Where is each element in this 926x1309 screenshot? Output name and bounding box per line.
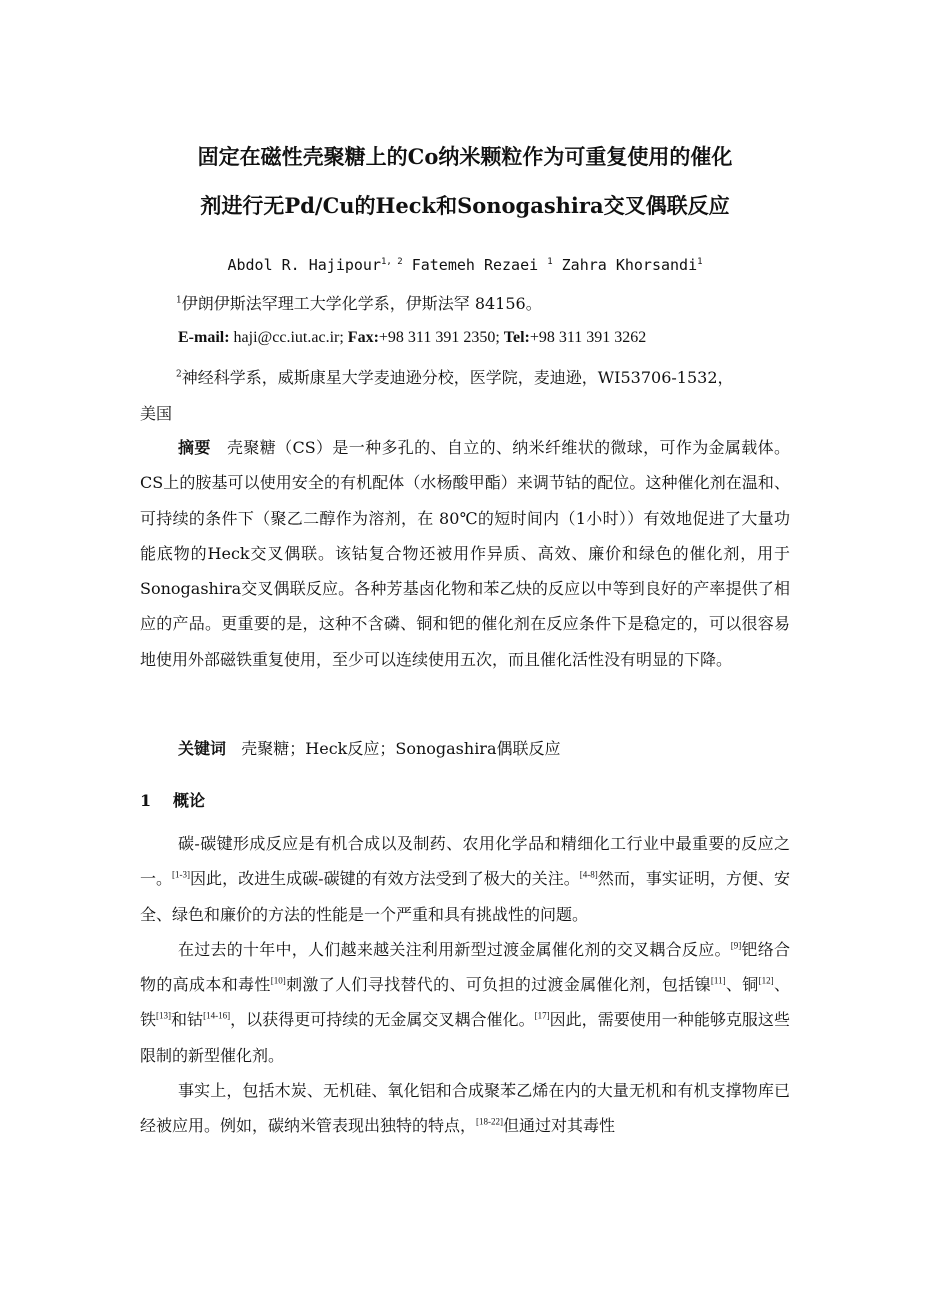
tel-label: Tel: bbox=[503, 329, 530, 346]
citation: [10] bbox=[270, 975, 286, 986]
tel-value: +98 311 391 3262 bbox=[529, 329, 647, 346]
affiliation-1 bbox=[176, 291, 836, 314]
section-number: 1 bbox=[140, 791, 152, 810]
citation: [9] bbox=[730, 940, 742, 951]
author-affiliation-mark: 1 bbox=[547, 257, 553, 267]
citation: [1-3] bbox=[172, 869, 191, 880]
abstract-label: 摘要 bbox=[178, 438, 211, 457]
section-title: 概论 bbox=[173, 791, 206, 810]
citation: [14-16] bbox=[203, 1011, 231, 1022]
citation: [18-22] bbox=[476, 1117, 504, 1128]
affiliation-2 bbox=[176, 365, 836, 388]
keywords bbox=[178, 736, 561, 759]
abstract bbox=[140, 430, 790, 677]
citation: [13] bbox=[156, 1011, 172, 1022]
abstract-text: 壳聚糖（CS）是一种多孔的、自立的、纳米纤维状的微球，可作为金属载体。CS上的胺基可以使用安全的有机配体（水杨酸甲酯）来调节钴的配位。这种催化剂在温和、可持续的条件下（聚乙二醇作为溶剂，在 80℃的短时间内（1小时））有效地促进了大量功能底物的Heck交叉偶联。该钴复合物还被用作异质、高效、廉价和绿色的催化剂，用于Sonogashira交叉偶联反应。各种芳基卤化物和苯乙炔的反应以中等到良好的产率提供了相应的产品。更重要的是，这种不含磷、铜和钯的催化剂在反应条件下是稳定的，可以很容易地使用外部磁铁重复使用，至少可以连续使用五次，而且催化活性没有明显的下降。 bbox=[140, 438, 790, 669]
affiliation-text: 伊朗伊斯法罕理工大学化学系，伊斯法罕 84156。 bbox=[181, 294, 542, 313]
affiliation-mark: 1 bbox=[176, 295, 182, 306]
contact-info bbox=[178, 329, 838, 347]
author-name: Fatemeh Rezaei bbox=[411, 256, 539, 274]
author-affiliation-mark: 1 bbox=[697, 257, 703, 267]
author-name: Zahra Khorsandi bbox=[561, 256, 698, 274]
fax-value: +98 311 391 2350; bbox=[378, 329, 504, 346]
author-name: Abdol R. Hajipour bbox=[227, 256, 381, 274]
citation: [17] bbox=[534, 1011, 550, 1022]
author-affiliation-mark: 1, 2 bbox=[381, 257, 403, 267]
keywords-label: 关键词 bbox=[178, 739, 227, 758]
author-list bbox=[140, 256, 790, 274]
paragraph: 碳-碳键形成反应是有机合成以及制药、农用化学品和精细化工行业中最重要的反应之一。[1-3]因此，改进生成碳-碳键的有效方法受到了极大的关注。[4-8]然而，事实证明，方便、安全、绿色和廉价的方法的性能是一个严重和具有挑战性的问题。 bbox=[140, 834, 790, 924]
citation: [11] bbox=[710, 975, 726, 986]
section-heading bbox=[140, 788, 205, 811]
citation: [4-8] bbox=[579, 869, 598, 880]
paragraph: 事实上，包括木炭、无机硅、氧化铝和合成聚苯乙烯在内的大量无机和有机支撑物库已经被应用。例如，碳纳米管表现出独特的特点，[18-22]但通过对其毒性 bbox=[140, 1081, 790, 1136]
affiliation-mark: 2 bbox=[176, 369, 182, 380]
keywords-text: 壳聚糖；Heck反应；Sonogashira偶联反应 bbox=[241, 739, 561, 758]
affiliation-text: 神经科学系，威斯康星大学麦迪逊分校，医学院，麦迪逊，WI53706-1532， bbox=[181, 368, 734, 387]
introduction-body bbox=[140, 826, 790, 1144]
paper-title-line-2: 剂进行无Pd/Cu的Heck和Sonogashira交叉偶联反应 bbox=[200, 193, 730, 218]
email-value: haji@cc.iut.ac.ir; bbox=[229, 329, 348, 346]
email-label: E-mail: bbox=[178, 329, 230, 346]
fax-label: Fax: bbox=[347, 329, 379, 346]
affiliation-2-continued: 美国 bbox=[140, 404, 173, 423]
citation: [12] bbox=[758, 975, 774, 986]
paper-title-line-1: 固定在磁性壳聚糖上的Co纳米颗粒作为可重复使用的催化 bbox=[197, 144, 733, 169]
paragraph: 在过去的十年中，人们越来越关注利用新型过渡金属催化剂的交叉耦合反应。[9]钯络合物的高成本和毒性[10]刺激了人们寻找替代的、可负担的过渡金属催化剂，包括镍[11]、铜[12]、铁[13]和钴[14-16]，以获得更可持续的无金属交叉耦合催化。[17]因此，需要使用一种能够克服这些限制的新型催化剂。 bbox=[140, 939, 790, 1065]
